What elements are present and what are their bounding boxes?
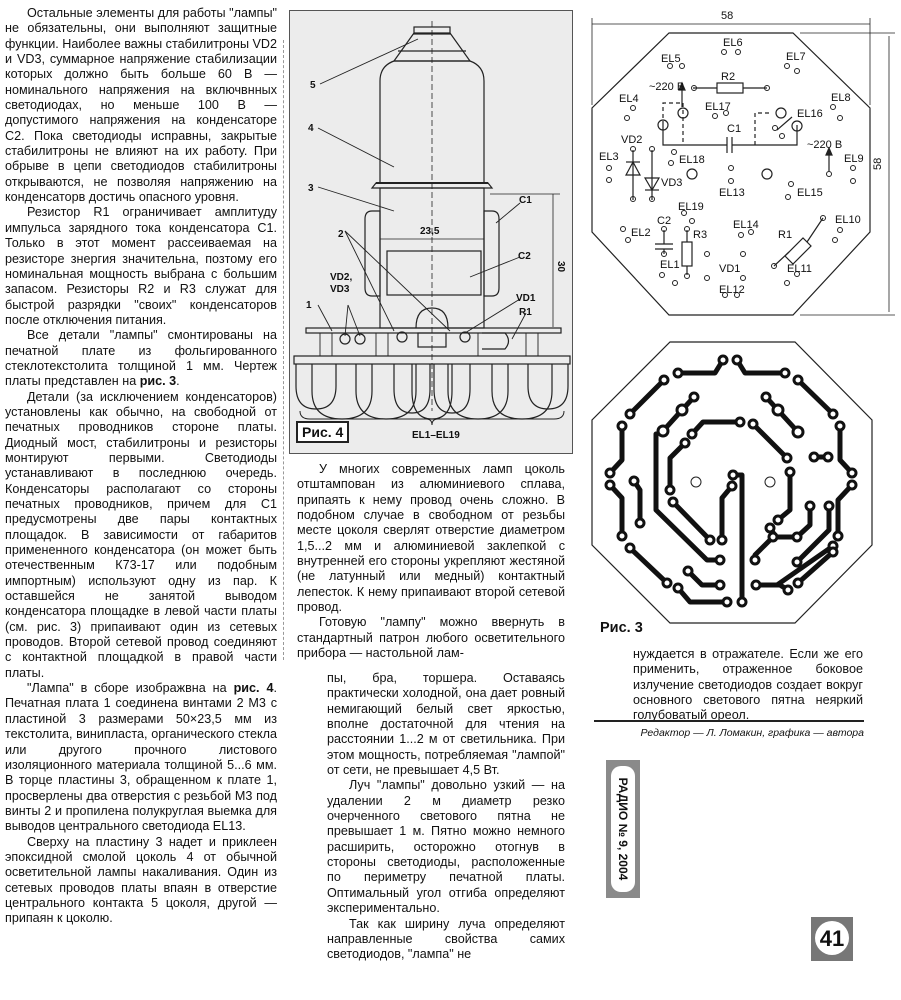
label-vd3: VD3 bbox=[330, 284, 350, 295]
label-vd1: VD1 bbox=[719, 263, 741, 275]
text: . bbox=[176, 374, 180, 389]
label-mains-right: ~220 В bbox=[807, 139, 843, 151]
text: . Печатная плата 1 соединена винтами 2 М3 с пластиной 3 размерами 50×23,5 мм из текстолита, винипласта, органического стекла или другого прочного листового изоляционного материала толщиной 5...6 мм. В торце пластины 3, обращенном к плате 1, просверлены два отверстия с резьбой М3 под винты 2 и пропилена полукруглая выемка для выводов центрального светодиода EL13. bbox=[5, 681, 277, 834]
label-c2: C2 bbox=[657, 215, 672, 227]
label-2: 2 bbox=[338, 229, 344, 240]
pcb-copper-side bbox=[592, 342, 872, 623]
label-el19: EL19 bbox=[678, 201, 704, 213]
paragraph: Детали (за исключением конденсаторов) установлены как обычно, на свободной от печатных проводников стороне платы. Диодный мост, стабилитроны и резисторы монтируют первыми. Светодиоды устанавливают в последнюю очередь. Конденсаторы располагают со стороны печатных проводников, причем для С1 предусмотрены две пары контактных площадок. В зависимости от габаритов примененного конденсатора (он может быть отечественным К73-17 или подобным импортным) используют одну из пар. К оставшейся не занятой выводом конденсатора площадке в левой части платы (см. рис. 3) припаивают один из сетевых проводов. Второй сетевой провод соединяют с контактной площадкой в правой части платы. bbox=[5, 389, 277, 680]
paragraph: Резистор R1 ограничивает амплитуду импульса зарядного тока конденсатора С1. Только в этот момент рассеиваемая на резисторе знергия значительна, позтому его номинальная мощность выбрана с большим запасом. Резисторы R2 и R3 служат для быстрой разрядки "своих" конденсаторов после отключения питания. bbox=[5, 205, 277, 327]
page-number: 41 bbox=[819, 926, 845, 951]
label-el17: EL17 bbox=[705, 101, 731, 113]
label-el8: EL8 bbox=[831, 92, 851, 104]
paragraph bbox=[5, 328, 277, 389]
label-el10: EL10 bbox=[835, 214, 861, 226]
paragraph: Луч "лампы" довольно узкий — на удалении 2 м диаметр резко очерченного светового пятна не превышает 1 м. Пятно можно немного расширить, осторожно отогнув в стороны светодиоды, расположенные по периметру печатной платы. Оптимальный угол отгиба определяют экспериментально. bbox=[327, 778, 565, 916]
paragraph: У многих современных ламп цоколь отштампован из алюминиевого сплава, припаять к нему провод очень сложно. В подобном случае в свободном от резьбы месте цоколя сверлят отверстие диаметром 1,5...2 мм и алюминиевой заклепкой с внутренней его стороны укрепляют жестяной (не латунный или медный) контактный лепесток. К нему припаивают второй сетевой провод. bbox=[297, 462, 565, 615]
label-el3: EL3 bbox=[599, 151, 619, 163]
label-el2: EL2 bbox=[631, 227, 651, 239]
label-vd2: VD2 bbox=[621, 134, 643, 146]
label-el18: EL18 bbox=[679, 154, 705, 166]
label-el5: EL5 bbox=[661, 53, 681, 65]
label-mains-left: ~220 В bbox=[649, 81, 685, 93]
pcb-small-pads bbox=[607, 50, 856, 298]
paragraph: Готовую "лампу" можно ввернуть в стандартный патрон любого осветительного прибора — настольной лам- bbox=[297, 615, 565, 661]
label-5: 5 bbox=[310, 80, 316, 91]
label-el7: EL7 bbox=[786, 51, 806, 63]
figure-4-labels bbox=[306, 80, 566, 441]
label-el12: EL12 bbox=[719, 284, 745, 296]
label-el14: EL14 bbox=[733, 219, 759, 231]
base-cone bbox=[394, 33, 470, 61]
label-leds: EL1–EL19 bbox=[412, 430, 460, 441]
lamp-drawing bbox=[290, 11, 572, 453]
label-3: 3 bbox=[308, 183, 314, 194]
article-column-2-continued bbox=[327, 671, 565, 963]
figure-4-lamp-assembly bbox=[289, 10, 573, 454]
label-c2: C2 bbox=[518, 251, 531, 262]
label-el9: EL9 bbox=[844, 153, 864, 165]
label-vd2: VD2, bbox=[330, 272, 353, 283]
capacitor-c1-left bbox=[365, 211, 380, 296]
figure-reference: рис. 4 bbox=[233, 681, 274, 696]
pcb-1 bbox=[306, 328, 561, 333]
figure-3-pcb bbox=[585, 0, 901, 640]
paragraph: Так как ширину луча определяют направленные свойства самих светодиодов, "лампа" не bbox=[327, 916, 565, 962]
text: Все детали "лампы" смонтированы на печатной плате из фольгированного стеклотекстолита толщиной 1 мм. Чертеж платы представлен на bbox=[5, 328, 277, 389]
label-1: 1 bbox=[306, 300, 312, 311]
paragraph: Сверху на пластину 3 надет и приклеен эпоксидной смолой цоколь 4 от обычной осветительной лампы накаливания. Один из сетевых проводов платы впаян в отверстие центрального контакта 5 цоколя, другой — припаян к цоколю. bbox=[5, 834, 277, 926]
article-column-3 bbox=[597, 647, 863, 724]
paragraph: пы, бра, торшера. Оставаясь практически холодной, она дает ровный немигающий белый свет яркостью, вполне достаточной для чтения на расстоянии 1...2 м от светильника. При этом мощность, потребляемая "лампой" от сети, не превышает 4,5 Вт. bbox=[327, 671, 565, 778]
label-el15: EL15 bbox=[797, 187, 823, 199]
editor-credit: Редактор — Л. Ломакин, графика — автора bbox=[594, 720, 864, 739]
dimension-height: 58 bbox=[872, 157, 884, 170]
label-vd1: VD1 bbox=[516, 293, 536, 304]
label-el1: EL1 bbox=[660, 259, 680, 271]
label-el13: EL13 bbox=[719, 187, 745, 199]
figure-4-caption: Рис. 4 bbox=[296, 421, 349, 443]
label-r1: R1 bbox=[778, 229, 793, 241]
journal-issue-text: РАДИО № 9, 2004 bbox=[616, 777, 630, 881]
figure-3-caption: Рис. 3 bbox=[600, 620, 643, 636]
label-r2: R2 bbox=[721, 71, 736, 83]
column-divider bbox=[283, 40, 284, 660]
label-r1: R1 bbox=[519, 307, 532, 318]
dimension-width: 23,5 bbox=[420, 226, 440, 237]
journal-issue-badge bbox=[606, 760, 640, 898]
label-4: 4 bbox=[308, 123, 314, 134]
label-vd3: VD3 bbox=[661, 177, 683, 189]
pcb-labels bbox=[599, 10, 884, 296]
label-r3: R3 bbox=[693, 229, 708, 241]
paragraph: нуждается в отражателе. Если же его применить, отраженное боковое излучение светодиодов создает вокруг основного светового пятна неяркий голубоватый ореол. bbox=[633, 647, 863, 723]
label-el4: EL4 bbox=[619, 93, 639, 105]
label-c1: C1 bbox=[519, 195, 532, 206]
label-el6: EL6 bbox=[723, 37, 743, 49]
page-number-badge bbox=[811, 917, 853, 961]
article-column-2 bbox=[297, 462, 565, 661]
article-column-1 bbox=[5, 6, 277, 927]
label-el16: EL16 bbox=[797, 108, 823, 120]
label-el11: EL11 bbox=[787, 263, 812, 275]
dimension-width: 58 bbox=[721, 10, 734, 22]
copper-pads bbox=[606, 356, 856, 606]
paragraph: Остальные элементы для работы "лампы" не обязательны, они выполняют защитные функции. Наиболее важны стабилитроны VD2 и VD3, суммарное напряжение стабилизации которых должно быть больше 60 В — номинального напряжения на включвнных светодиодах, но меньше 100 В — допустимого напряжения на конденсаторе С2. Пока светодиоды исправны, закрытые стабилитроны не влияют на их работу. При обрыве в цепи светодиодов стабилитроны открываются, не позволяя напряжению на конденсаторв достичь опасного уровня. bbox=[5, 6, 278, 205]
text: "Лампа" в сборе изображвна на bbox=[27, 681, 234, 696]
paragraph bbox=[5, 681, 277, 834]
figure-reference: рис. 3 bbox=[139, 374, 177, 389]
capacitor-c1-right bbox=[484, 211, 499, 296]
label-c1: C1 bbox=[727, 123, 742, 135]
dimension-height: 30 bbox=[555, 261, 566, 273]
capacitor-c2 bbox=[387, 251, 481, 295]
